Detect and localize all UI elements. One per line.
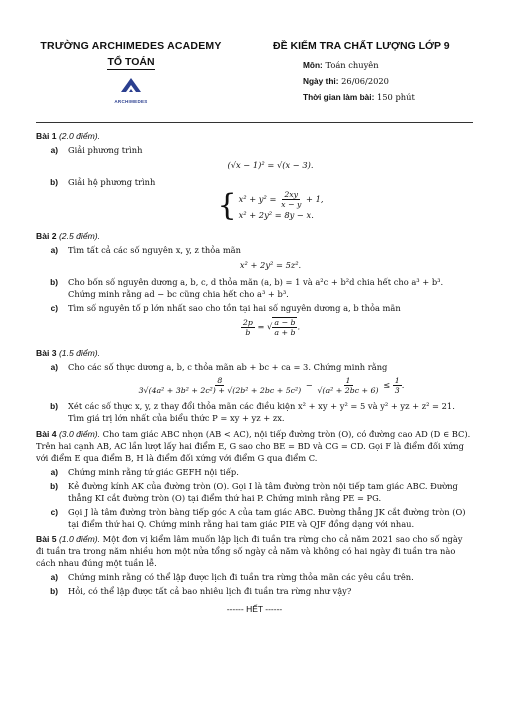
problem-name: Bài 5 [36, 534, 57, 544]
problem-intro [36, 428, 473, 464]
part-label: b) [50, 481, 58, 491]
date-value: 26/06/2020 [341, 76, 389, 86]
part-label: b) [50, 177, 58, 187]
equation: (√x − 1)² = √(x − 3). [227, 160, 314, 170]
problem-part [36, 466, 473, 478]
date-row [303, 76, 473, 86]
problem-title [36, 347, 473, 359]
exam-header [36, 0, 473, 104]
part-text: Xét các số thực x, y, z thay đổi thỏa mãn các điều kiện x² + xy + y² = 5 và y² + yz + z² = 21. Tìm giá trị lớn nhất của biểu thức P = xy + yz + zx. [68, 401, 455, 423]
fraction [315, 376, 380, 395]
problem-5 [36, 533, 473, 597]
subject-label: Môn: [303, 60, 323, 70]
part-text: Chứng minh rằng tứ giác GEFH nội tiếp. [68, 467, 239, 477]
problem-part [36, 506, 473, 530]
part-text: Kẻ đường kính AK của đường tròn (O). Gọi I là tâm đường tròn nội tiếp tam giác ABC. Đường thẳng KI cắt đường tròn (O) tại điểm thứ hai P. Chứng minh rằng PE = PG. [68, 481, 458, 503]
problem-name: Bài 2 [36, 231, 57, 241]
equation [68, 317, 473, 337]
problem-points: (3.0 điểm). [58, 429, 101, 439]
part-label: a) [50, 572, 58, 582]
exam-info [273, 40, 473, 102]
part-label: a) [50, 245, 58, 255]
problem-intro [36, 533, 473, 569]
department-name: TỔ TOÁN [107, 56, 155, 68]
problem-part [36, 276, 473, 300]
fraction [137, 376, 304, 395]
eq-end: . [401, 380, 405, 390]
problem-points: (1.0 điểm). [58, 534, 101, 544]
part-label: b) [50, 586, 58, 596]
eq-end: . [297, 321, 301, 332]
problem-part [36, 144, 473, 174]
equation-system [68, 187, 473, 223]
part-text: Gọi J là tâm đường tròn bàng tiếp góc A của tam giác ABC. Đường thẳng JK cắt đường tròn (O) tại điểm thứ hai Q. Chứng minh rằng hai tam giác PIE và QJF đồng dạng với nhau. [68, 507, 466, 529]
problem-name: Bài 4 [36, 429, 57, 439]
part-text: Hỏi, có thể lập được tất cả bao nhiêu lịch đi tuần tra rừng như vậy? [68, 586, 352, 596]
problem-text: Một đơn vị kiểm lâm muốn lập lịch đi tuần tra rừng cho cả năm 2021 sao cho số ngày đi tuần tra trong năm nhiều hơn một nửa tổng số ngày cả năm và không có hai ngày đi tuần tra nào cách nhau đúng một tuần lễ. [36, 534, 463, 568]
numerator: 8 [217, 376, 223, 385]
problem-1 [36, 130, 473, 223]
denominator: x − y [281, 200, 302, 209]
denominator: b [245, 327, 251, 337]
school-name: TRƯỜNG ARCHIMEDES ACADEMY [40, 40, 222, 52]
part-text: Tìm tất cả các số nguyên x, y, z thỏa mãn [68, 245, 241, 255]
problem-part [36, 571, 473, 583]
le-sign: ≤ [383, 380, 391, 390]
problem-name: Bài 3 [36, 348, 57, 358]
part-label: a) [50, 145, 58, 155]
denominator: √(a² + 2bc + 6) [317, 386, 379, 395]
end-marker: ------ HẾT ------ [226, 604, 283, 614]
equation: x² + 2y² = 5z². [239, 260, 302, 270]
eq-sign: = [257, 321, 265, 332]
problem-points: (2.5 điểm). [58, 231, 101, 241]
fraction [272, 317, 297, 337]
subject-row [303, 60, 473, 70]
part-text: Giải phương trình [68, 145, 143, 155]
problem-part [36, 361, 473, 398]
system-eq-1 [239, 190, 324, 209]
inequality [68, 376, 473, 395]
numerator: 1 [394, 376, 400, 385]
problem-part [36, 585, 473, 597]
problem-text: Cho tam giác ABC nhọn (AB < AC), nội tiếp đường tròn (O), có đường cao AD (D ∈ BC). Trên hai cạnh AB, AC lần lượt lấy hai điểm E, G sao cho BE = BD và CG = CD. Gọi F là điểm đối xứng với điểm E qua điểm B, H là điểm đối xứng với điểm G qua điểm C. [36, 429, 471, 463]
numerator: 2xy [284, 190, 299, 199]
problem-part [36, 480, 473, 504]
numerator: 2p [242, 317, 253, 327]
time-value: 150 phút [377, 92, 415, 102]
part-label: c) [50, 303, 58, 313]
problem-name: Bài 1 [36, 131, 57, 141]
problem-title [36, 130, 473, 142]
part-text: Cho bốn số nguyên dương a, b, c, d thỏa mãn (a, b) = 1 và a²c + b²d chia hết cho a³ + b³. Chứng minh rằng ad − bc cũng chia hết cho a³ + b³. [68, 277, 444, 299]
part-text: Chứng minh rằng có thể lập được lịch đi tuần tra rừng thỏa mãn các yêu cầu trên. [68, 572, 414, 582]
date-label: Ngày thi: [303, 76, 339, 86]
part-label: a) [50, 467, 58, 477]
subject-value: Toán chuyên [325, 60, 379, 70]
eq-text: + 1, [306, 194, 324, 204]
denominator: 3√(4a² + 3b² + 2c²) + √(2b² + 2bc + 5c²) [138, 386, 302, 395]
part-label: a) [50, 362, 58, 372]
school-logo [36, 76, 226, 104]
problem-part [36, 244, 473, 274]
denominator: a + b [274, 328, 296, 337]
part-text: Cho các số thực dương a, b, c thỏa mãn ab + bc + ca = 3. Chứng minh rằng [68, 362, 388, 372]
minus-sign: − [305, 380, 313, 390]
denominator: 3 [394, 386, 400, 395]
numerator: 1 [345, 376, 351, 385]
part-label: b) [50, 401, 58, 411]
problem-2 [36, 230, 473, 340]
school-block [36, 40, 226, 104]
part-label: c) [50, 507, 58, 517]
part-text: Tìm số nguyên tố p lớn nhất sao cho tồn tại hai số nguyên dương a, b thỏa mãn [68, 303, 401, 313]
header-divider [36, 122, 473, 123]
logo-text: ARCHIMEDES [114, 99, 148, 104]
fraction [241, 318, 255, 337]
time-row [303, 92, 473, 102]
time-label: Thời gian làm bài: [303, 92, 375, 102]
problem-points: (2.0 điểm). [58, 131, 101, 141]
problem-part [36, 176, 473, 223]
sqrt-icon: √ [267, 321, 273, 332]
problem-points: (1.5 điểm). [58, 348, 101, 358]
exam-content [36, 130, 473, 615]
logo-icon [119, 76, 143, 94]
problem-3 [36, 347, 473, 424]
numerator: a − b [274, 318, 296, 327]
part-text: Giải hệ phương trình [68, 177, 156, 187]
brace-icon: { [217, 187, 237, 223]
exam-title: ĐỀ KIỂM TRA CHẤT LƯỢNG LỚP 9 [273, 40, 450, 52]
part-label: b) [50, 277, 58, 287]
problem-title [36, 230, 473, 242]
problem-4 [36, 428, 473, 530]
fraction [279, 190, 303, 209]
fraction [393, 376, 402, 395]
eq-text: x² + y² = [238, 194, 277, 204]
problem-part [36, 400, 473, 424]
problem-part [36, 302, 473, 340]
system-eq-2: x² + 2y² = 8y − x. [238, 210, 314, 220]
